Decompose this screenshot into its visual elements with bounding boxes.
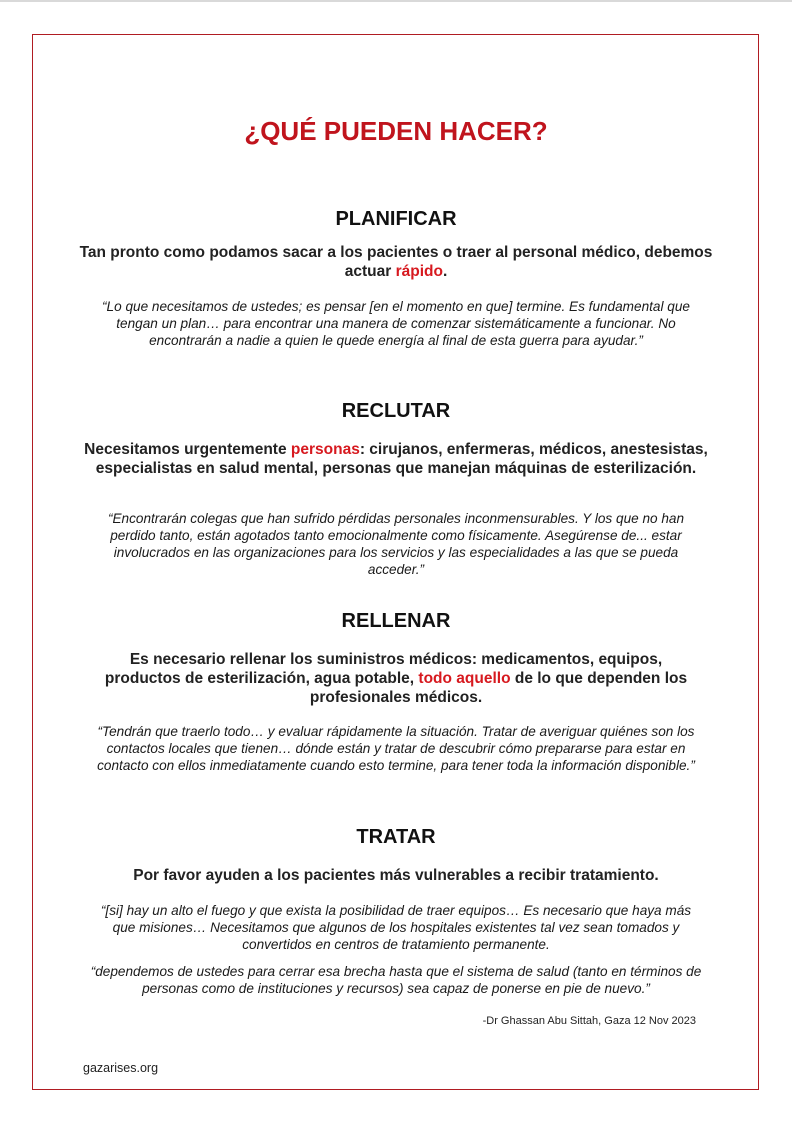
page-title: ¿QUÉ PUEDEN HACER? [244,116,548,146]
footer-website: gazarises.org [83,1061,159,1075]
heading-planificar: PLANIFICAR [335,208,457,230]
lead-reclutar: Necesitamos urgentemente personas: cirujanos, enfermeras, médicos, anestesistas, especialistas en salud mental, personas que manejan máquinas de esterilización. [84,441,708,477]
highlight-personas: personas [290,441,360,458]
heading-rellenar: RELLENAR [341,610,451,632]
quote-reclutar: “Encontrarán colegas que han sufrido pérdidas personales inconmensurables. Y los que no han perdido tanto, están agotados tanto emocionalmente como físicamente. Asegúrense de... estar involucrados en las organizaciones para los servicios y las especialidades a las que se pueda acceder.” [107,511,685,577]
quote-rellenar: “Tendrán que traerlo todo… y evaluar rápidamente la situación. Tratar de averiguar quiénes son los contactos locales que tienen… dónde están y tratar de descubrir cómo prepararse para estar en contacto con ellos inmediatamente cuando esto termine, para tener toda la información disponible.” [97,724,695,773]
heading-reclutar: RECLUTAR [341,400,451,422]
heading-tratar: TRATAR [356,826,436,848]
highlight-todo-aquello: todo aquello [418,670,511,687]
quote-tratar-1: “[si] hay un alto el fuego y que exista la posibilidad de traer equipos… Es necesario que haya más que misiones… Necesitamos que algunos de los hospitales existentes tal vez sean tomados y convertidos en centros de tratamiento permanente. [100,903,692,952]
top-rule [0,0,792,2]
lead-rellenar: Es necesario rellenar los suministros médicos: medicamentos, equipos, productos de esterilización, agua potable, todo aquello de lo que dependen los profesionales médicos. [104,651,688,706]
quote-tratar-2: “dependemos de ustedes para cerrar esa brecha hasta que el sistema de salud (tanto en términos de personas como de instituciones y recursos) sea capaz de ponerse en pie de nuevo.” [90,964,702,996]
highlight-rapido: rápido [395,263,443,280]
lead-planificar: Tan pronto como podamos sacar a los pacientes o traer al personal médico, debemos actuar rápido. [79,244,713,280]
lead-tratar: Por favor ayuden a los pacientes más vulnerables a recibir tratamiento. [133,867,659,884]
signature: -Dr Ghassan Abu Sittah, Gaza 12 Nov 2023 [482,1015,696,1027]
quote-planificar: “Lo que necesitamos de ustedes; es pensar [en el momento en que] termine. Es fundamental que tengan un plan… para encontrar una manera de comenzar sistemáticamente a funcionar. No encontrarán a nadie a quien le quede energía al final de esta guerra para ayudar.” [102,299,690,348]
